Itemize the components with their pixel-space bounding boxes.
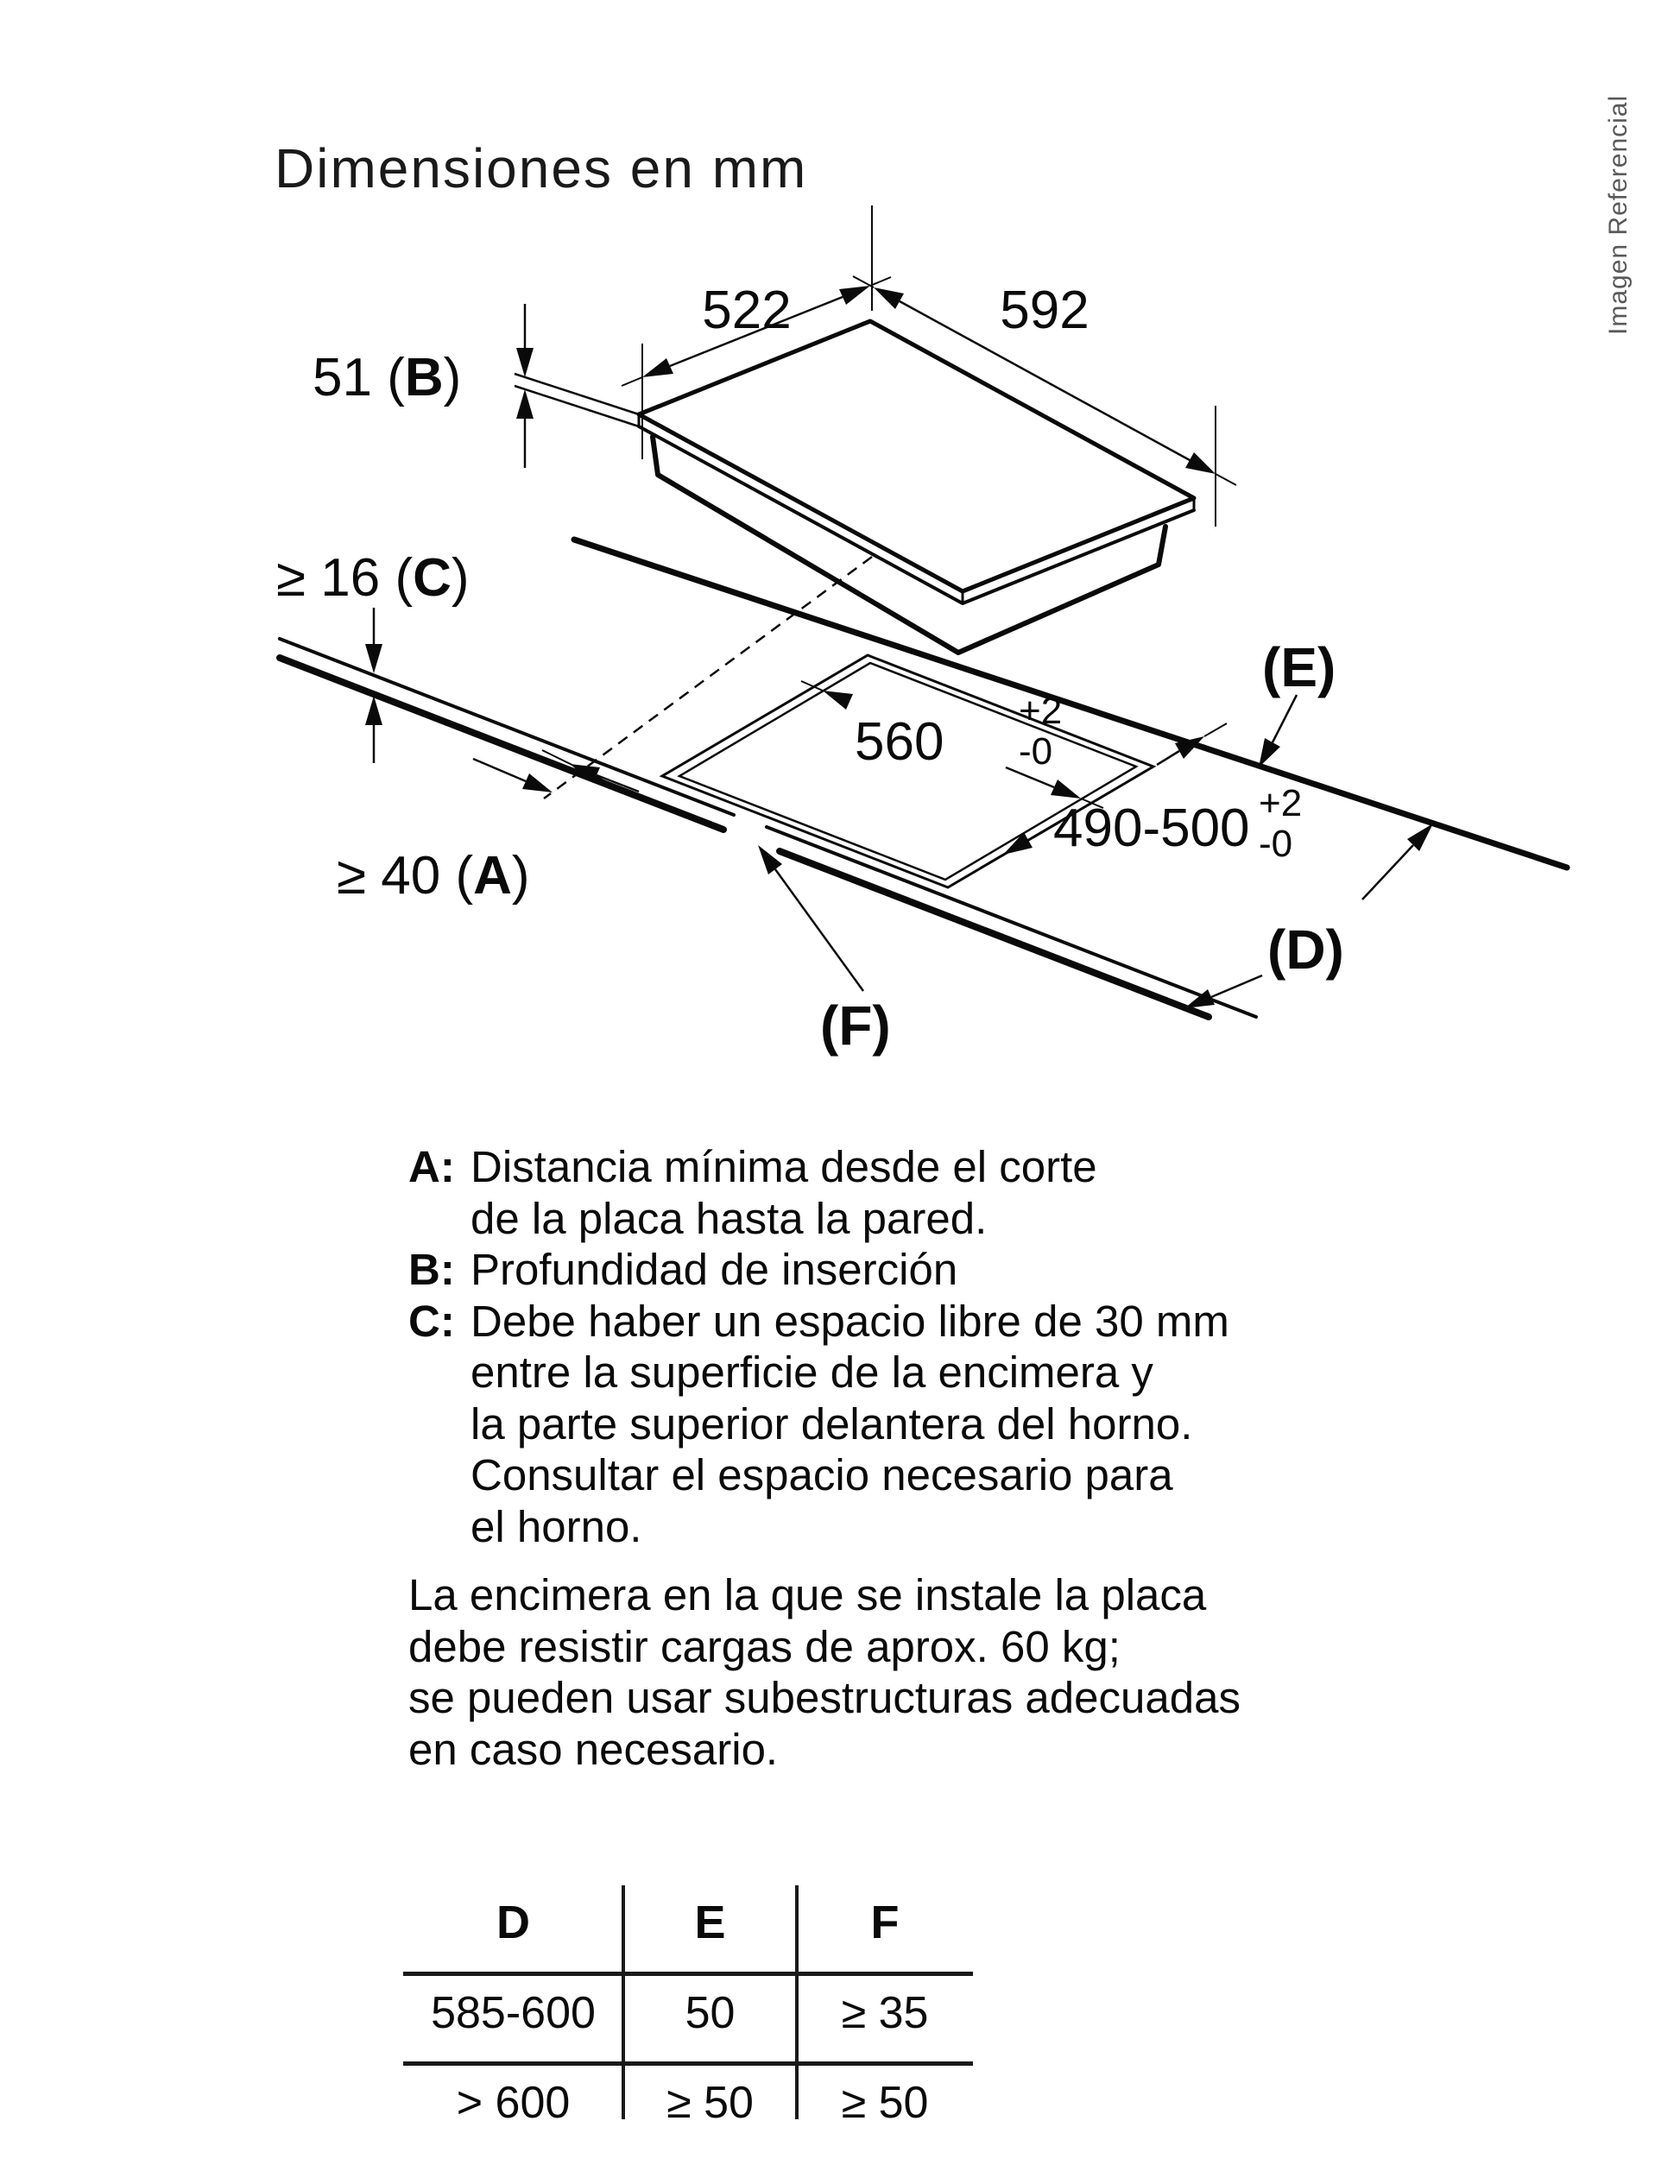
legend-text: la parte superior delantera del horno.: [471, 1398, 1193, 1449]
dim-490-tol-minus: -0: [1259, 823, 1293, 865]
arrow-icon: [365, 644, 382, 673]
legend-line: [408, 1398, 1229, 1450]
cooktop-glass-top: [639, 321, 1194, 591]
arrow-icon: [823, 691, 853, 710]
label-f-leader: [775, 869, 863, 991]
legend-key: A:: [408, 1142, 455, 1191]
label-f: [758, 845, 891, 1057]
table-cell: ≥ 50: [841, 2078, 929, 2128]
table-cell: > 600: [456, 2078, 571, 2128]
arrow-icon: [516, 348, 534, 377]
legend-line: [408, 1501, 1229, 1553]
label-e-leader: [1273, 695, 1297, 742]
legend-key: B:: [408, 1245, 455, 1294]
dim-560-tol-plus: +2: [1019, 690, 1063, 732]
legend-line: [408, 1193, 1229, 1245]
table-rule-row: [403, 2061, 973, 2066]
dim-522-label: 522: [702, 281, 792, 340]
load-note-paragraph: [408, 1569, 1241, 1775]
table-vline-1: [622, 1885, 625, 2119]
dim-40a: [337, 750, 641, 906]
table-rule-header: [403, 1972, 973, 1976]
table-cell: 50: [685, 1988, 736, 2038]
legend-line: [408, 1296, 1229, 1348]
arrow-icon: [516, 389, 534, 419]
label-d-text: (D): [1267, 918, 1344, 981]
table-cell: ≥ 50: [666, 2078, 754, 2128]
projection-dashed-line: [544, 557, 872, 798]
legend-text: entre la superficie de la encimera y: [471, 1348, 1153, 1397]
arrow-icon: [642, 358, 673, 377]
paragraph-line: se pueden usar subestructuras adecuadas: [408, 1673, 1241, 1722]
arrow-icon: [874, 287, 904, 309]
arrow-icon: [1185, 452, 1216, 474]
paragraph-line: La encimera en la que se instale la placa: [408, 1570, 1207, 1619]
dim-560: [801, 681, 1103, 808]
dim-490-tail-upper: [1204, 723, 1227, 736]
legend-text: Consultar el espacio necesario para: [471, 1450, 1173, 1499]
legend-line: [408, 1141, 1229, 1193]
legend-text: Distancia mínima desde el corte: [471, 1142, 1097, 1191]
legend-block: [408, 1141, 1229, 1552]
legend-key: C:: [408, 1296, 455, 1346]
table-header-f: F: [870, 1897, 900, 1948]
cooktop: [639, 321, 1194, 653]
arrow-icon: [839, 286, 870, 305]
label-d-leader-down: [1211, 975, 1262, 997]
arrow-icon: [1259, 738, 1280, 767]
dim-560-tol-minus: -0: [1019, 730, 1053, 773]
legend-line: [408, 1244, 1229, 1296]
dim-51b: [313, 304, 639, 468]
arrow-icon: [522, 773, 553, 792]
page-title: Dimensiones en mm: [275, 137, 808, 199]
dim-592-label: 592: [1000, 281, 1089, 340]
dim-490-line-upper: [1157, 751, 1179, 765]
arrow-icon: [1051, 780, 1081, 798]
dim-16c-label: ≥ 16 (C): [276, 548, 470, 608]
table-cell: ≥ 35: [841, 1988, 929, 2038]
table-header-d: D: [496, 1897, 530, 1948]
legend-line: [408, 1347, 1229, 1398]
table-vline-2: [795, 1885, 799, 2119]
countertop: [280, 540, 1567, 1017]
legend-text: el horno.: [471, 1501, 642, 1551]
dim-560-value: 560: [855, 712, 944, 772]
legend-text: Debe haber un espacio libre de 30 mm: [471, 1296, 1229, 1346]
label-e-text: (E): [1262, 636, 1336, 698]
table-header-e: E: [694, 1897, 726, 1948]
label-d-leader-up: [1362, 845, 1413, 899]
label-f-text: (F): [820, 994, 891, 1057]
paragraph-line: debe resistir cargas de aprox. 60 kg;: [408, 1621, 1121, 1671]
legend-line: [408, 1449, 1229, 1501]
dim-16c: [276, 548, 470, 763]
dim-51b-label: 51 (B): [313, 348, 462, 407]
dim-490-tol-plus: +2: [1259, 782, 1303, 824]
legend-text: de la placa hasta la pared.: [471, 1193, 988, 1243]
watermark-label: Imagen Referencial: [1604, 94, 1633, 335]
label-e: [1259, 636, 1336, 767]
table-cell: 585-600: [431, 1988, 596, 2038]
paragraph-line: en caso necesario.: [408, 1724, 779, 1774]
dim-490-value: 490-500: [1053, 798, 1250, 858]
dim-40a-label: ≥ 40 (A): [337, 846, 530, 906]
legend-text: Profundidad de inserción: [471, 1245, 958, 1294]
